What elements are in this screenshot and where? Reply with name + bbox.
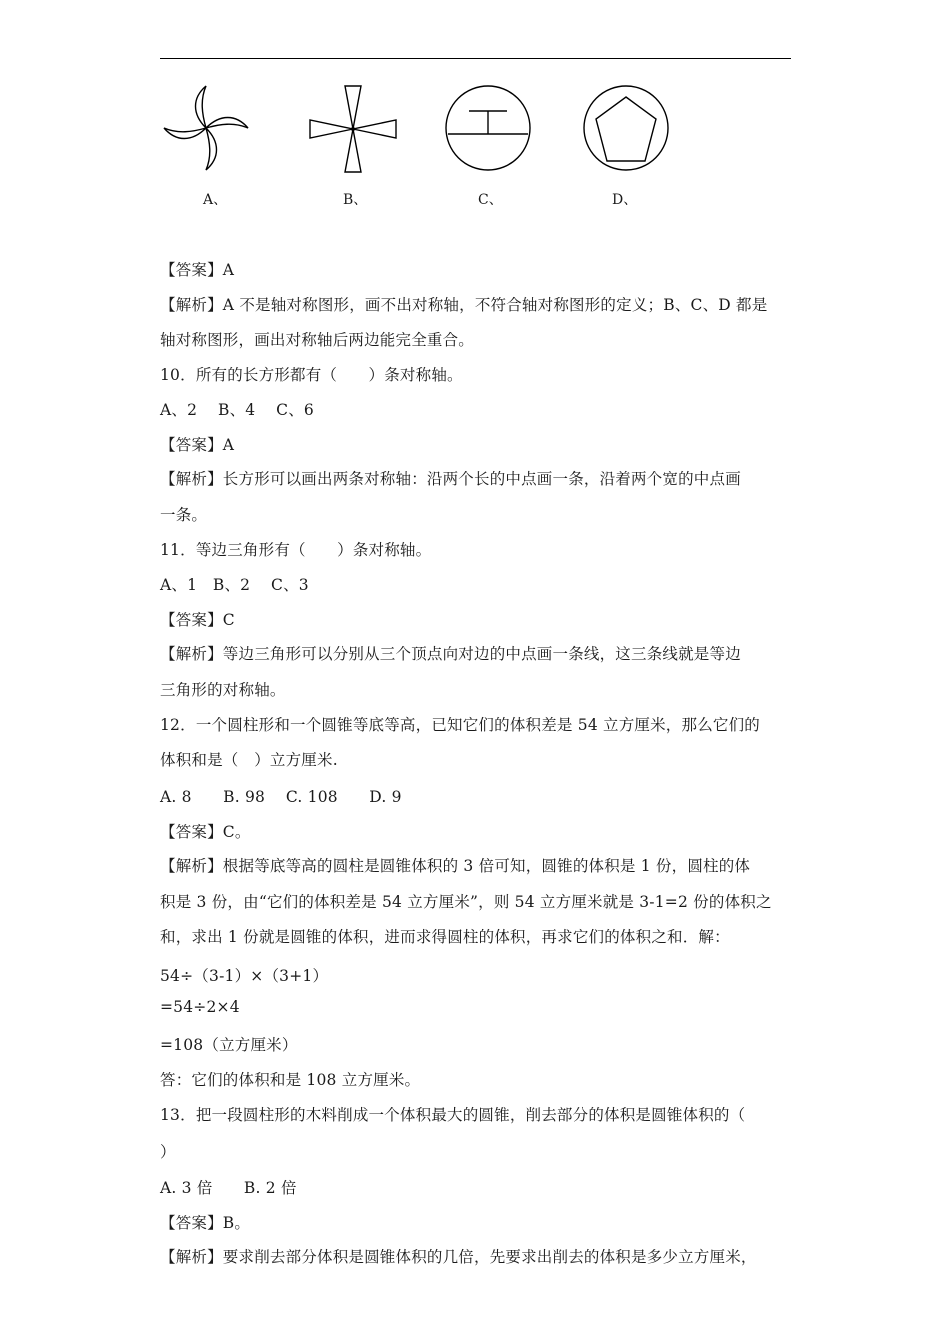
question-12-line-2: 体积和是（ ）立方厘米.	[160, 751, 338, 769]
analysis-12-line-2: 积是 3 份，由“它们的体积差是 54 立方厘米”，则 54 立方厘米就是 3-1=2 份的体积之	[160, 893, 772, 911]
circle-with-i-shape-icon	[444, 84, 532, 172]
pentagon-in-circle-icon	[582, 84, 670, 172]
analysis-11-line-1: 【解析】等边三角形可以分别从三个顶点向对边的中点画一条线，这三条线就是等边	[160, 645, 741, 663]
analysis-10-line-2: 一条。	[160, 506, 208, 524]
question-12-line-1: 12．一个圆柱形和一个圆锥等底等高，已知它们的体积差是 54 立方厘米，那么它们的	[160, 716, 761, 734]
analysis-12-line-1: 【解析】根据等底等高的圆柱是圆锥体积的 3 倍可知，圆锥的体积是 1 份，圆柱的体	[160, 857, 751, 875]
figure-label-c: C、	[478, 192, 503, 208]
figure-label-a: A、	[203, 192, 228, 208]
options-11: A、1 B、2 C、3	[160, 576, 309, 594]
conclusion-12: 答：它们的体积和是 108 立方厘米。	[160, 1071, 421, 1089]
analysis-11-line-2: 三角形的对称轴。	[160, 681, 286, 699]
calculation-step-3: =108（立方厘米）	[160, 1036, 298, 1054]
options-12: A. 8 B. 98 C. 108 D. 9	[160, 788, 402, 806]
question-13-line-2: ）	[160, 1143, 176, 1161]
question-10: 10．所有的长方形都有（ ）条对称轴。	[160, 366, 463, 384]
analysis-10-line-1: 【解析】长方形可以画出两条对称轴：沿两个长的中点画一条，沿着两个宽的中点画	[160, 470, 741, 488]
answer-12: 【答案】C。	[160, 823, 251, 841]
analysis-12-line-3: 和，求出 1 份就是圆锥的体积，进而求得圆柱的体积，再求它们的体积之和．解：	[160, 928, 730, 946]
calculation-step-1: 54÷（3-1）×（3+1）	[160, 967, 329, 985]
pinwheel-icon	[162, 84, 250, 172]
answer-9: 【答案】A	[160, 261, 235, 279]
calculation-step-2: =54÷2×4	[160, 998, 240, 1016]
figure-label-d: D、	[612, 192, 638, 208]
header-rule	[160, 58, 791, 59]
analysis-13-line-1: 【解析】要求削去部分体积是圆锥体积的几倍，先要求出削去的体积是多少立方厘米，	[160, 1248, 757, 1266]
figure-label-b: B、	[343, 192, 368, 208]
options-13: A. 3 倍 B. 2 倍	[160, 1179, 297, 1197]
answer-11: 【答案】C	[160, 611, 235, 629]
question-11: 11．等边三角形有（ ）条对称轴。	[160, 541, 432, 559]
answer-10: 【答案】A	[160, 436, 235, 454]
answer-13: 【答案】B。	[160, 1214, 251, 1232]
bowtie-cross-icon	[308, 84, 398, 174]
question-13-line-1: 13．把一段圆柱形的木料削成一个体积最大的圆锥，削去部分的体积是圆锥体积的（	[160, 1106, 746, 1124]
analysis-9-line-2: 轴对称图形，画出对称轴后两边能完全重合。	[160, 331, 475, 349]
analysis-9-line-1: 【解析】A 不是轴对称图形，画不出对称轴，不符合轴对称图形的定义；B、C、D 都是	[160, 296, 768, 314]
options-10: A、2 B、4 C、6	[160, 401, 314, 419]
